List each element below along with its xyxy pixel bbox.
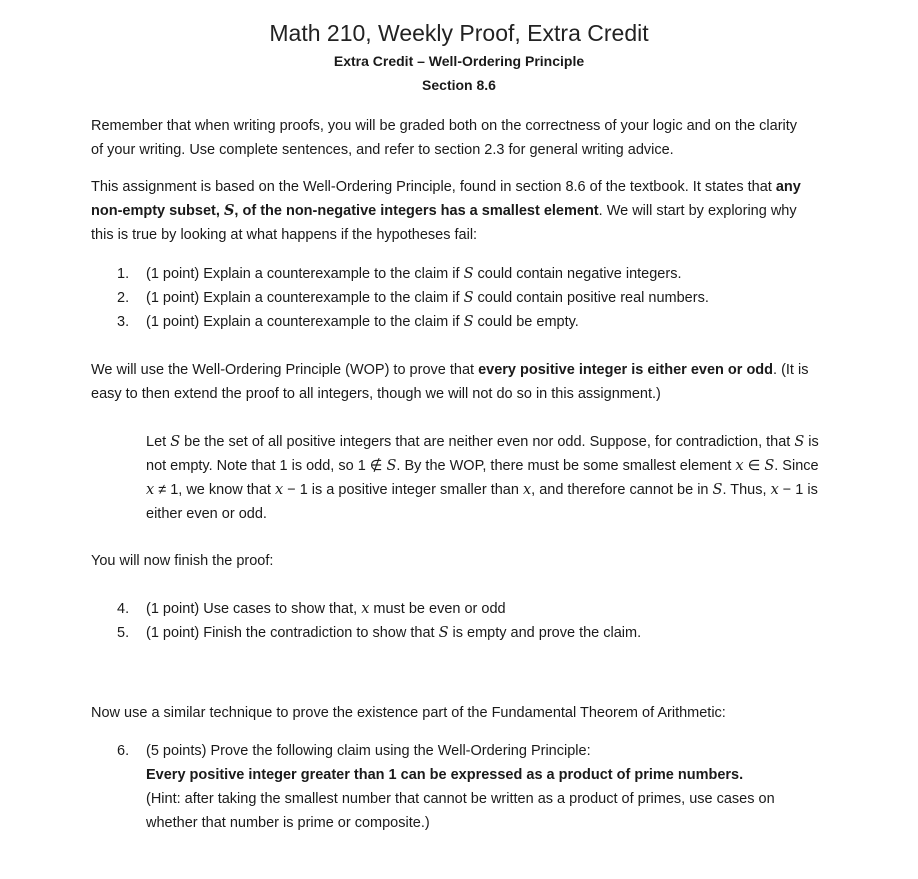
page-title: Math 210, Weekly Proof, Extra Credit: [269, 20, 649, 46]
p2-text-post: . We will start by exploring why this is true by looking at what happens if the hypotheses fail:: [91, 203, 797, 243]
wop-paragraph: We will use the Well-Ordering Principle (WOP) to prove that every positive integer is either even or odd. (It is easy to then extend the proof to all integers, though we will not do so in this assignment.): [91, 362, 809, 402]
item6-line1: (5 points) Prove the following claim using the Well-Ordering Principle:: [146, 743, 591, 759]
item-number: 3.: [117, 314, 130, 330]
finish-paragraph: You will now finish the proof:: [91, 553, 274, 569]
item-number: 5.: [117, 625, 130, 641]
p2-text-pre: This assignment is based on the Well-Ordering Principle, found in section 8.6 of the textbook. It states that: [91, 179, 776, 195]
item-number: 1.: [117, 266, 130, 282]
wop-bold-claim: every positive integer is either even or odd: [478, 362, 774, 378]
proof-paragraph: Let S be the set of all positive integers that are neither even nor odd. Suppose, for contradiction, that S is not empty. Note that 1 is odd, so 1 ∉ S. By the WOP, there must be some smallest element x ∈ S. Since x ≠ 1, we know that x − 1 is a positive integer smaller than x, and therefore cannot be in S. Thus, x − 1 is either even or odd.: [146, 434, 819, 522]
intro-paragraph-2: [91, 175, 811, 247]
item-text: (1 point) Explain a counterexample to the claim if S could contain negative integers.: [146, 266, 682, 282]
section-label: Section 8.6: [422, 77, 496, 93]
item6-hint: (Hint: after taking the smallest number that cannot be written as a product of primes, use cases on whether that number is prime or composite.): [146, 791, 775, 831]
p2-bold-a: any non-empty subset,: [91, 179, 801, 219]
item-number: 2.: [117, 290, 130, 306]
page-subtitle: Extra Credit – Well-Ordering Principle: [333, 53, 585, 69]
item-text: (1 point) Explain a counterexample to the claim if S could be empty.: [146, 314, 579, 330]
p2-bold-b: , of the non-negative integers has a smallest element: [234, 203, 599, 219]
item-text: [146, 739, 816, 835]
item-number: 6.: [117, 743, 130, 759]
item-text: (1 point) Finish the contradiction to show that S is empty and prove the claim.: [146, 625, 642, 641]
item6-claim: Every positive integer greater than 1 can be expressed as a product of prime numbers.: [146, 767, 744, 783]
item-text: (1 point) Use cases to show that, x must be even or odd: [146, 601, 506, 617]
item-text: (1 point) Explain a counterexample to the claim if S could contain positive real numbers.: [146, 290, 709, 306]
fta-intro-paragraph: Now use a similar technique to prove the existence part of the Fundamental Theorem of Arithmetic:: [91, 705, 726, 721]
p2-var-s: S: [223, 202, 235, 219]
item-number: 4.: [117, 601, 130, 617]
intro-paragraph-1: Remember that when writing proofs, you will be graded both on the correctness of your logic and on the clarity of your writing. Use complete sentences, and refer to section 2.3 for general writing advice.: [91, 118, 798, 158]
